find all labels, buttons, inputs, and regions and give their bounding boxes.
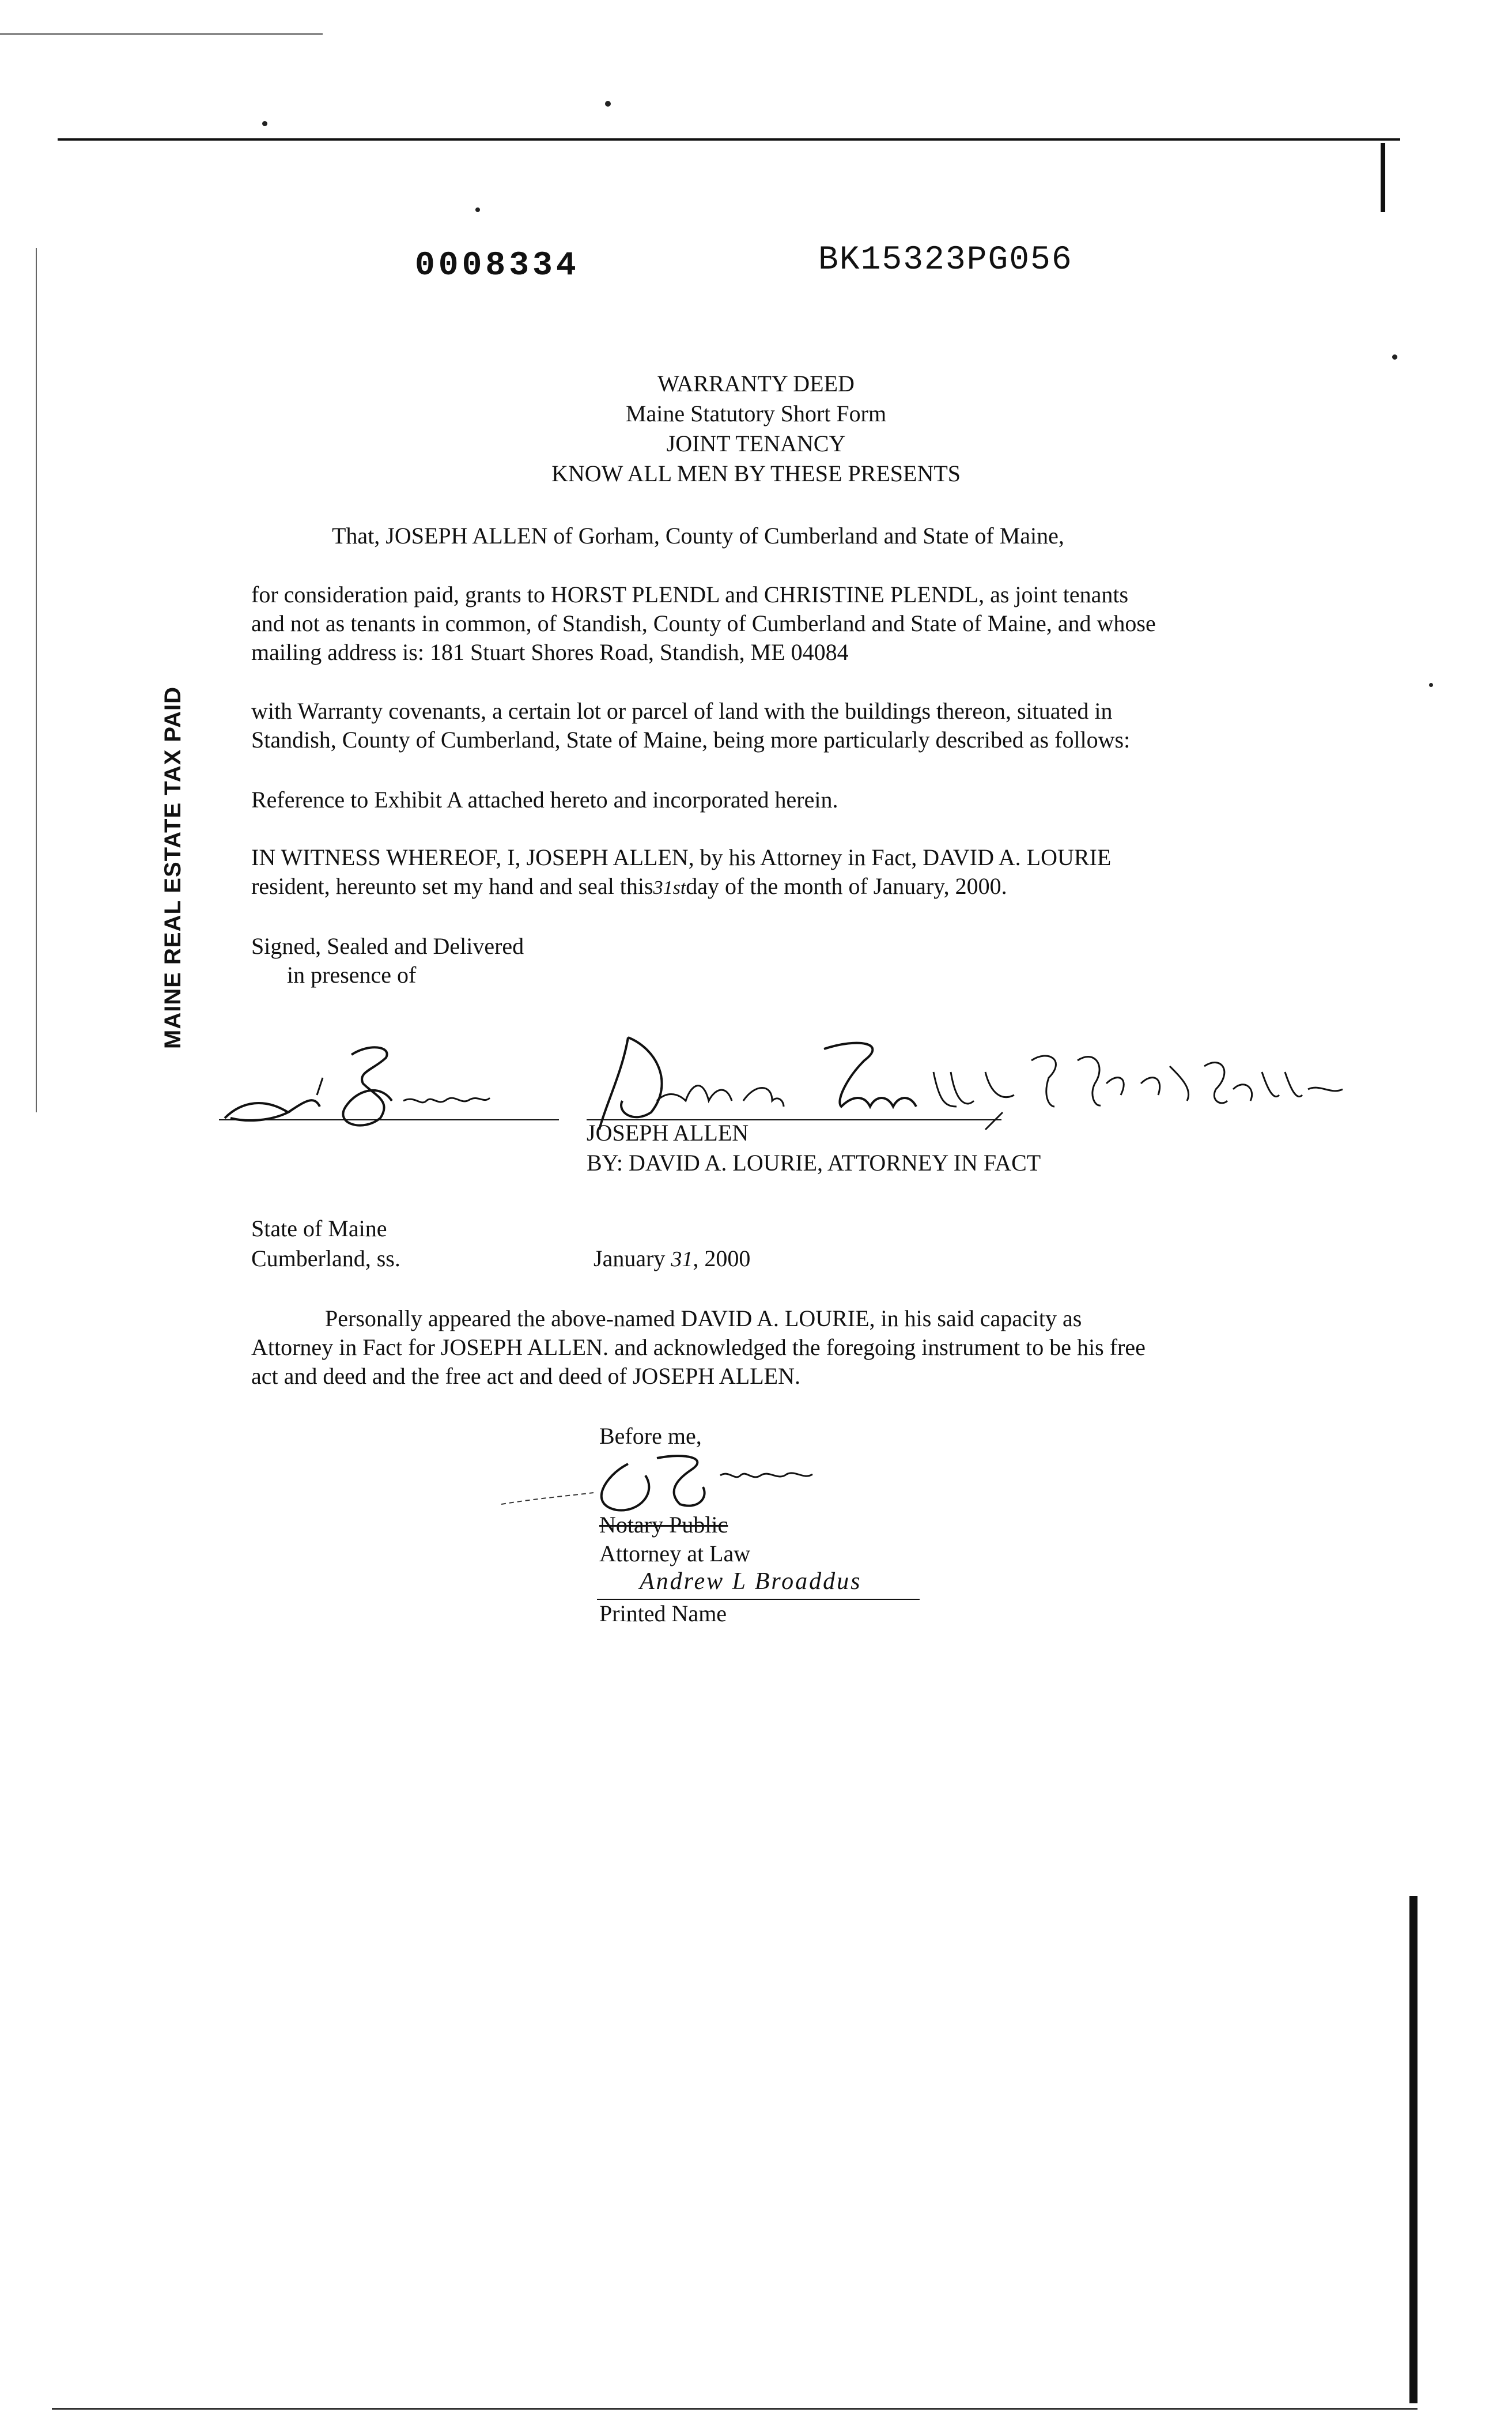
printed-name-handwritten: Andrew L Broaddus xyxy=(640,1568,862,1595)
ack-date-month: January xyxy=(594,1245,666,1271)
tax-paid-stamp xyxy=(160,686,186,1049)
principal-name: JOSEPH ALLEN xyxy=(587,1120,749,1146)
tax-paid-stamp-text: MAINE REAL ESTATE TAX PAID xyxy=(160,686,186,1049)
top-scan-line-faint xyxy=(0,33,323,35)
ack-paragraph-line2: Attorney in Fact for JOSEPH ALLEN. and acknowledged the foregoing instrument to be his free xyxy=(251,1334,1146,1360)
scan-speck xyxy=(1429,683,1433,687)
attorney-at-law-label: Attorney at Law xyxy=(599,1541,751,1566)
witness-line2-start: resident, hereunto set my hand and seal this xyxy=(251,873,653,899)
ack-county: Cumberland, ss. xyxy=(251,1245,400,1271)
covenant-line1: with Warranty covenants, a certain lot or parcel of land with the buildings thereon, situated in xyxy=(251,698,1113,724)
scan-speck xyxy=(1392,354,1397,360)
left-scan-edge xyxy=(36,248,37,1112)
covenant-line2: Standish, County of Cumberland, State of Maine, being more particularly described as follows: xyxy=(251,727,1131,753)
witness-day-handwritten: 31st xyxy=(653,877,686,899)
book-page-number: BK15323PG056 xyxy=(818,241,1073,279)
scan-speck xyxy=(605,101,611,107)
witness-line2 xyxy=(251,871,1007,903)
witness-line1: IN WITNESS WHEREOF, I, JOSEPH ALLEN, by his Attorney in Fact, DAVID A. LOURIE xyxy=(251,844,1112,870)
right-scan-edge-lower xyxy=(1409,1896,1418,2403)
witness-signature xyxy=(219,1032,519,1141)
ack-state: State of Maine xyxy=(251,1215,387,1241)
grant-paragraph-line3: mailing address is: 181 Stuart Shores Road, Standish, ME 04084 xyxy=(251,639,849,665)
ack-date-year: , 2000 xyxy=(693,1245,751,1271)
signed-sealed-label: Signed, Sealed and Delivered xyxy=(251,933,524,959)
bottom-scan-edge xyxy=(52,2408,1418,2410)
scan-speck xyxy=(475,207,480,212)
attorney-in-fact-line: BY: DAVID A. LOURIE, ATTORNEY IN FACT xyxy=(587,1150,1041,1176)
exhibit-reference: Reference to Exhibit A attached hereto and incorporated herein. xyxy=(251,787,838,813)
witness-line2-end: day of the month of January, 2000. xyxy=(686,873,1007,899)
right-scan-edge xyxy=(1381,143,1385,212)
ack-paragraph-line1: Personally appeared the above-named DAVID A. LOURIE, in his said capacity as xyxy=(325,1305,1082,1331)
notary-signature xyxy=(501,1441,905,1522)
deed-tenancy: JOINT TENANCY xyxy=(666,431,846,456)
ack-date-day-handwritten: 31 xyxy=(671,1247,693,1271)
top-scan-border xyxy=(58,138,1400,141)
grantor-line: That, JOSEPH ALLEN of Gorham, County of Cumberland and State of Maine, xyxy=(332,523,1064,549)
scan-speck xyxy=(262,121,267,126)
deed-subtitle: Maine Statutory Short Form xyxy=(625,401,887,426)
document-number: 0008334 xyxy=(415,247,580,285)
witness-signature-line xyxy=(219,1119,559,1120)
notary-public-label-struck: Notary Public xyxy=(599,1512,728,1538)
deed-presents: KNOW ALL MEN BY THESE PRESENTS xyxy=(551,460,961,486)
ack-date xyxy=(594,1244,750,1274)
grant-paragraph-line1: for consideration paid, grants to HORST PLENDL and CHRISTINE PLENDL, as joint tenants xyxy=(251,582,1129,607)
deed-title: WARRANTY DEED xyxy=(657,371,855,397)
grant-paragraph-line2: and not as tenants in common, of Standish, County of Cumberland and State of Maine, and whose xyxy=(251,610,1156,636)
in-presence-label: in presence of xyxy=(287,962,417,988)
before-me-label: Before me, xyxy=(599,1423,702,1449)
printed-name-label: Printed Name xyxy=(599,1600,727,1626)
ack-paragraph-line3: act and deed and the free act and deed of JOSEPH ALLEN. xyxy=(251,1363,800,1389)
